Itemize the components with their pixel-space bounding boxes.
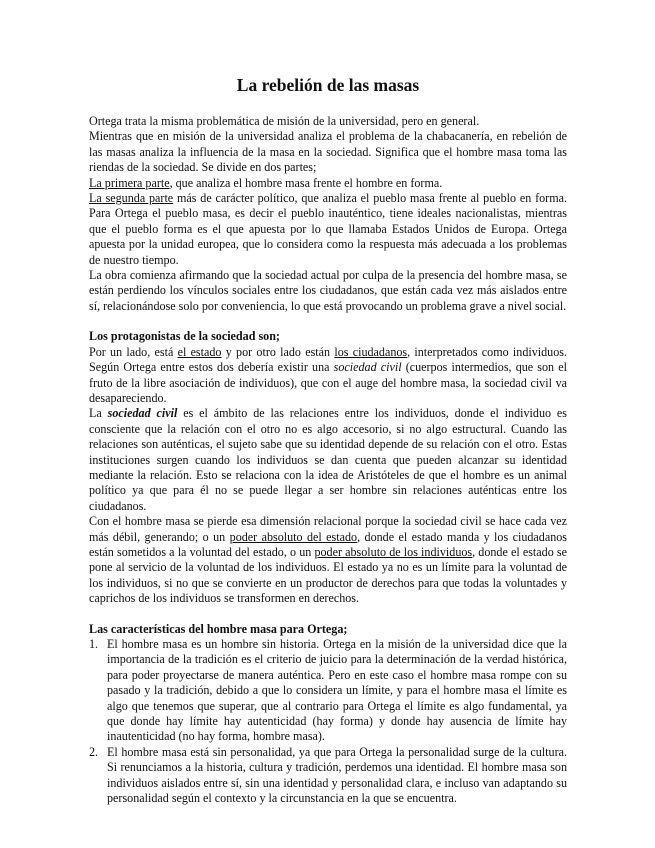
underlined-poder-absoluto-individuos: poder absoluto de los individuos	[314, 544, 473, 559]
list-item-text: El hombre masa está sin personalidad, ya que para Ortega la personalidad surge de la cultura. Si renunciamos a la historia, cultura y tradición, perdemos una identidad. El hombre masa son individuos aislados entre sí, sin una identidad y personalidad clara, e incluso van adaptando su personalidad según el contexto y la circunstancia en la que se encuentra.	[107, 744, 567, 806]
second-part-text: más de carácter político, que analiza el pueblo masa frente al pueblo en forma. Para Ortega el pueblo masa, es decir el pueblo inauténtico, tiene ideales nacionalistas, mientras que el pueblo forma es el que apuesta por lo que llamaba Estados Unidos de Europa. Ortega apuesta por la unidad europea, que lo considera como la respuesta más adecuada a los problemas de nuestro tiempo.	[89, 191, 568, 267]
intro-paragraph-1: Ortega trata la misma problemática de misión de la universidad, pero en general.	[89, 114, 480, 128]
protagonists-paragraph-3	[89, 514, 567, 606]
text-run: Con el hombre masa se pierde esa dimensión relacional porque la sociedad civil se hace cada vez más débil, generando; o un	[89, 514, 567, 544]
text-run: y por otro lado están	[221, 344, 335, 359]
second-part-label: La segunda parte	[89, 191, 174, 206]
list-item-text: El hombre masa es un hombre sin historia. Ortega en la misión de la universidad dice que la importancia de la tradición es el criterio de juicio para la determinación de la verdad histórica, para poder proyectarse de manera auténtica. Pero en este caso el hombre masa rompe con su pasado y la tradición, debido a que lo considera un límite, y para el hombre masa el límite es algo que tenemos que superar, que al contrario para Ortega el límite es algo fundamental, ya que donde hay límite hay autenticidad (hay forma) y donde hay ausencia de límite hay inautenticidad (no hay forma, hombre masa).	[107, 637, 567, 744]
underlined-el-estado: el estado	[177, 344, 222, 359]
intro-paragraph-2: Mientras que en misión de la universidad analiza el problema de la chabacanería, en rebelión de las masas analiza la influencia de la masa en la sociedad. Significa que el hombre masa toma las riendas de la sociedad. Se divide en dos partes;	[89, 129, 567, 175]
underlined-poder-absoluto-estado: poder absoluto del estado	[229, 529, 358, 544]
text-run: Por un lado, está	[89, 344, 178, 359]
document-page	[89, 74, 567, 806]
underlined-los-ciudadanos: los ciudadanos	[334, 344, 408, 359]
characteristics-list	[89, 637, 567, 806]
section-gap	[89, 607, 567, 622]
list-item	[89, 637, 567, 745]
section-gap	[89, 314, 567, 329]
document-title: La rebelión de las masas	[236, 75, 420, 95]
first-part-paragraph	[89, 176, 567, 191]
list-item	[89, 745, 567, 807]
text-run: (cuerpos intermedios, que son el fruto de la libre asociación de individuos), que con el auge del hombre masa, la sociedad civil va desapareciendo.	[89, 360, 567, 405]
text-run: , donde el estado manda y los ciudadanos están sometidos a la voluntad del estado, o un	[89, 529, 567, 559]
protagonists-paragraph-2	[89, 406, 567, 514]
protagonists-paragraph-1	[89, 345, 567, 407]
text-run: , donde el estado se pone al servicio de la voluntad de los individuos. El estado ya no es un límite para la voluntad de los individuos, si no que se convierte en un productor de derechos para que todas la voluntades y caprichos de los individuos se transformen en derechos.	[89, 544, 567, 606]
protagonists-heading: Los protagonistas de la sociedad son;	[89, 329, 280, 344]
second-part-paragraph	[89, 191, 567, 268]
first-part-label: La primera parte	[89, 175, 170, 190]
text-run: , interpretados como individuos. Según Ortega entre estos dos debería existir una	[89, 344, 568, 375]
list-item-number: 2.	[89, 744, 99, 759]
text-run: es el ámbito de las relaciones entre los individuos, donde el individuo es consciente que la relación con el otro no es algo accesorio, si no algo estructural. Cuando las relaciones son auténticas, el sujeto sabe que su identidad depende de su relación con el otro. Estas instituciones surgen cuando los individuos se dan cuenta que pueden alcanzar su identidad mediante la relación. Esto se relaciona con la idea de Aristóteles de que el hombre es un animal político ya que para él no se puede llegar a ser hombre sin relaciones auténticas entre los ciudadanos.	[89, 406, 568, 513]
list-item-number: 1.	[89, 637, 99, 651]
first-part-text: , que analiza el hombre masa frente el hombre en forma.	[169, 175, 443, 190]
thesis-paragraph: La obra comienza afirmando que la sociedad actual por culpa de la presencia del hombre masa, se están perdiendo los vínculos sociales entre los ciudadanos, que están cada vez más aislados entre sí, relacionándose solo por conveniencia, lo que está provocando un problema grave a nivel social.	[89, 268, 567, 313]
italic-sociedad-civil: sociedad civil	[333, 360, 402, 375]
text-run: La	[89, 406, 108, 421]
bold-italic-sociedad-civil: sociedad civil	[107, 406, 178, 421]
characteristics-heading: Las características del hombre masa para Ortega;	[89, 621, 348, 636]
